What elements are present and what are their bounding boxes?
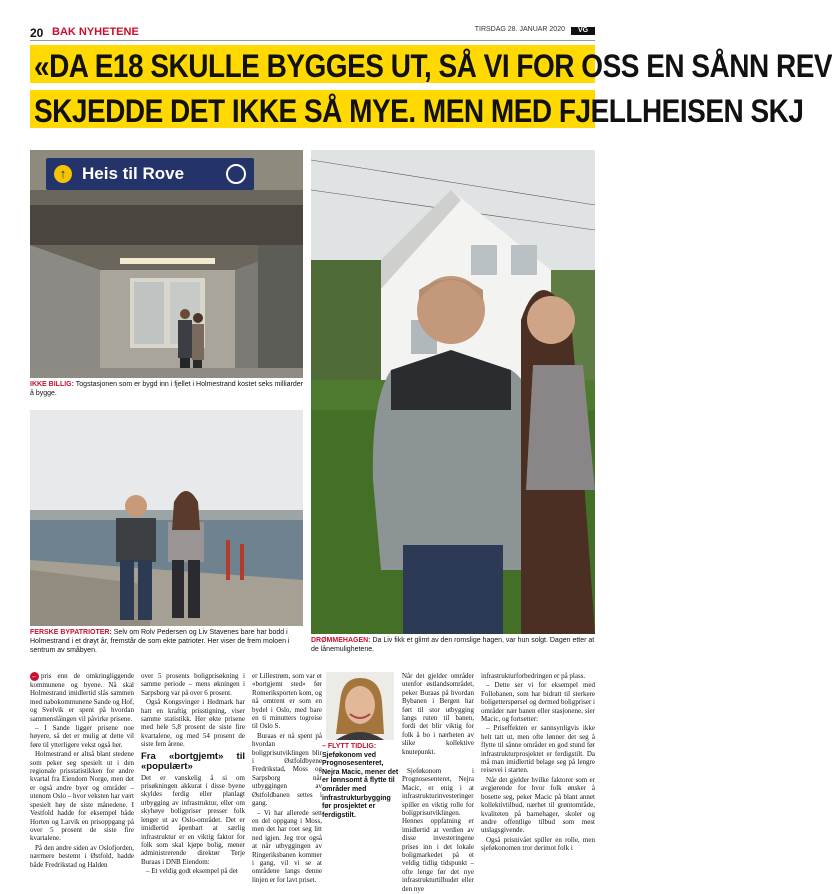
col5-para-5: Også prisnivået spiller en rolle, men sjeføkonomen tror derimot folk i	[481, 835, 595, 853]
caption-station-text: Togstasjonen som er bygd inn i fjellet i Holmestrand kostet seks milliarder å bygge.	[30, 381, 303, 397]
elevator-icon	[226, 164, 246, 184]
caption-garden-label: DRØMMEHAGEN:	[311, 637, 371, 644]
col1-para-4: På den andre siden av Oslofjorden, nærmere bestemt i Østfold, hadde både Fredrikstad og Halden	[30, 843, 134, 869]
col2-subheading: Fra «bortgjemt» til «populært»	[141, 750, 245, 772]
caption-pier-label: FERSKE BYPATRIOTER:	[30, 629, 112, 636]
article-column-3	[252, 672, 322, 885]
col1-para-3: Holmestrand er altså blant stedene som peker seg spesielt ut i den regionale prisstatistikken for andre kvartal fra Eiendom Norge, men det er også andre byer og områder – utenom Oslo – hvor veksten har vært spesielt høy de siste månedene. I Vestfold hadde for eksempel både Horten og Larvik en prisoppgang på over 5 prosent de siste fire kvartalene.	[30, 750, 134, 843]
col3-para-1: er Lillestrøm, som var et «bortgjemt sted» før Romeriksporten kom, og nå omtrent er som en bydel i Oslo, med bare en ti minutters togreise til Oslo S.	[252, 672, 322, 731]
article-column-2	[141, 672, 245, 877]
col2-para-1: over 5 prosents boligprisøkning i samme periode – mens økningen i Sarpsborg var på over 6 prosent.	[141, 672, 245, 697]
caption-pier	[30, 628, 303, 655]
pier-photo-image	[30, 410, 303, 626]
elevator-sign-text: Heis til Rove	[82, 164, 185, 183]
caption-pier-text: Selv om Rolv Pedersen og Liv Stavenes bare har bodd i Holmestrand i et drøyt år, fremstår de som ekte patrioter. Her viser de frem moloen i sentrum av småbyen.	[30, 629, 290, 654]
col4-para-2: Sjeføkonom i Prognosesenteret, Nejra Macic, er enig i at infrastrukturinvesteringer spiller en viktig rolle for boligprisutviklingen. Hennes oppfatning er imidlertid at verdien av disse investeringene prises inn i det lokale boligmarkedet på et veldig tidlig tidspunkt – ofte lenge før det nye infrastrukturtilbudet eller den nye	[402, 767, 474, 893]
article-column-4	[402, 672, 474, 757]
headline-band-2	[30, 90, 804, 129]
col4-para-1: Når det gjelder områder utenfor østlandsområdet, peker Buraas på hvordan Bybanen i Bergen har ført til stor utbygging langs ruten til banen, fordi det blir viktig for folk å bo i nærheten av slike kollektive knutepunkt.	[402, 672, 474, 756]
portrait-macic	[326, 672, 394, 740]
portrait-caption	[322, 743, 402, 820]
headline-line-1: «DA E18 SKULLE BYGGES UT, SÅ VI FOR OSS EN SÅNN REV	[34, 48, 832, 84]
col1-para-2: – I Sande ligger prisene noe høyere, så det er mulig at dette vil føre til ytterligere vekst også her.	[30, 724, 134, 749]
header-divider	[30, 40, 595, 41]
garden-photo	[311, 150, 595, 634]
continued-arrow-icon: ←	[31, 673, 38, 680]
section-title: BAK NYHETENE	[52, 26, 139, 38]
vg-logo: VG	[571, 27, 595, 35]
station-photo	[30, 150, 303, 378]
col3-para-3: – Vi har allerede sett en del oppgang i Moss, men det har roet seg litt ned igjen. Jeg tror også at når utbyggingen av Ringeriksbanen kommer i gang, vil vi se at områdene langs denne linjen er for lavt priset.	[252, 808, 322, 884]
caption-garden	[311, 636, 595, 654]
col2-para-2: Også Kongsvinger i Hedmark har hatt en kraftig prisstigning, viser samme statistikk. Her økte prisene med hele 5,8 prosent de siste fire kvartalene, og med 54 prosent de siste fem årene.	[141, 698, 245, 749]
portrait-caption-text: Sjeføkonom ved Prognosesenteret, Nejra Macic, mener det er lønnsomt å flytte til områder med infrastrukturbygging før prosjektet er ferdigstilt.	[322, 751, 399, 819]
garden-photo-image	[311, 150, 595, 634]
col5-para-4: Når det gjelder hvilke faktorer som er avgjørende for hvor folk ønsker å bosette seg, peker Macic på blant annet kollektivtilbud, nærhet til grøntområde, kvaliteten på barnehager, skoler og andre offentlige tilbud som mest utslagsgivende.	[481, 775, 595, 835]
portrait-caption-label: – FLYTT TIDLIG:	[322, 743, 377, 750]
col3-para-2: Buraas er nå spent på hvordan boligprisutviklingen blir i Østfoldbyene Fredrikstad, Moss og Sarpsborg når utbyggingen av Østfoldbanen settes i gang.	[252, 731, 322, 808]
page-number: 20	[30, 26, 44, 40]
col5-para-2: – Dette ser vi for eksempel med Follobanen, som har bidratt til sterkere boligetterspørsel og dermed boligpriser i områder nær banen eller stasjonene, sier Macic, og fortsetter:	[481, 681, 595, 724]
headline-line-2: SKJEDDE DET IKKE SÅ MYE. MEN MED FJELLHEISEN SKJ	[34, 93, 804, 129]
issue-date: TIRSDAG 28. JANUAR 2020	[474, 26, 565, 33]
article-column-5	[481, 672, 595, 854]
portrait-image	[326, 672, 394, 740]
caption-garden-text: Da Liv fikk et glimt av den romslige hagen, var hun solgt. Dagen etter at de lånemulighetene.	[311, 637, 595, 653]
caption-station	[30, 380, 303, 398]
article-column-1	[30, 672, 134, 870]
article-column-4b	[402, 767, 474, 894]
arrow-up-icon: ↑	[54, 165, 72, 183]
col5-para-3: – Priseffekten er sannsynligvis ikke helt tatt ut, men ofte lønner det seg å flytte til sånne områder en god stund før infrastrukturprosjektet er ferdigstilt. Da må man imidlertid belage seg på lengre reisevei i starten.	[481, 724, 595, 775]
col2-para-4: – Et veldig godt eksempel på det	[146, 867, 238, 876]
caption-station-label: IKKE BILLIG:	[30, 381, 74, 388]
col2-para-3: Det er vanskelig å si om prisøkningen akkurat i disse byene skyldes ferdig eller planlagt utbygging av infrastruktur, eller om skyhøye boligpriser presser folk lenger ut av Oslo-området. Det er imidlertid åpenbart at særlig infrastruktur er en viktig faktor for folk som skal kjøpe bolig, mener administrerende direktør Terje Buraas i DNB Eiendom:	[141, 773, 245, 866]
headline-band-1	[30, 45, 832, 84]
col1-para-1: pris enn de omkringliggende kommunene og byene. Nå skal Holmestrand imidlertid slås sammen med nabokommunene Sande og Hof, og Svelvik er spent på hvordan sammenslåingen vil påvirke prisene.	[30, 672, 135, 723]
pier-photo	[30, 410, 303, 626]
elevator-sign	[46, 158, 254, 190]
col5-para-1: infrastrukturforbedringen er på plass.	[481, 672, 586, 680]
